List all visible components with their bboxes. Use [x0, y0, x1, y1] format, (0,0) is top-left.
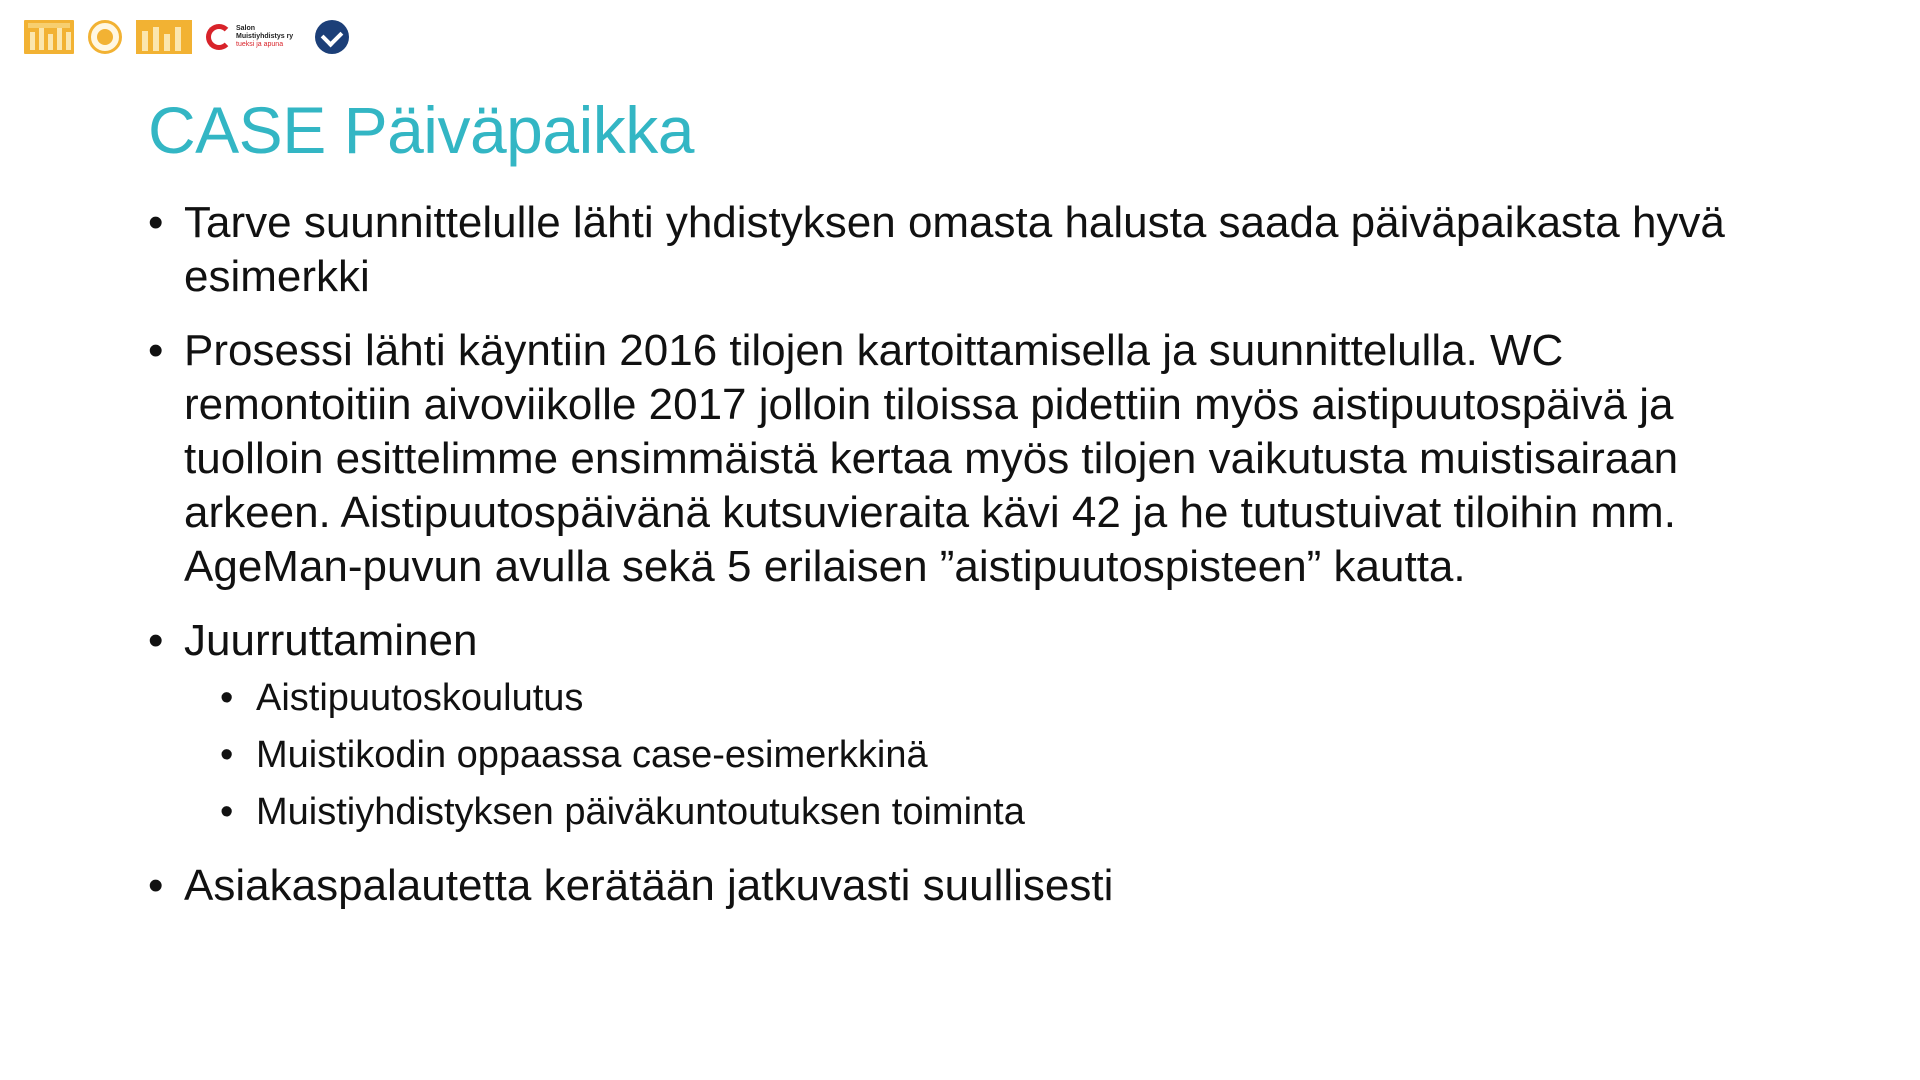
slide-title: CASE Päiväpaikka	[148, 93, 694, 167]
bullet-item: • Prosessi lähti käyntiin 2016 tilojen kartoittamisella ja suunnittelulla. WC remontoitiin aivoviikolle 2017 jolloin tiloissa pidettiin myös aistipuutospäivä ja tuolloin esittelimme ensimmäistä kertaa myös tilojen vaikutusta muistisairaan arkeen. Aistipuutospäivänä kutsuvieraita kävi 42 ja he tutustuivat tiloihin mm. AgeMan-puvun avulla sekä 5 erilaisen ”aistipuutospisteen” kautta.	[148, 324, 1788, 594]
city-skyline-logo-icon	[136, 20, 192, 54]
partner-logos	[24, 14, 349, 60]
salon-muistiyhdistys-logo	[206, 24, 293, 50]
slide-body	[148, 196, 1788, 933]
ministry-badge-logo-icon	[315, 20, 349, 54]
round-seal-logo-icon	[88, 20, 122, 54]
salon-mark-icon	[206, 24, 232, 50]
bullet-item: • Tarve suunnittelulle lähti yhdistyksen omasta halusta saada päiväpaikasta hyvä esimerkki	[148, 196, 1788, 304]
building-logo-icon	[24, 20, 74, 54]
sub-bullet-list	[220, 670, 1788, 841]
sub-bullet-item: • Aistipuutoskoulutus	[220, 670, 1788, 727]
salon-logo-tagline: tueksi ja apuna	[236, 41, 284, 48]
salon-logo-line2: Muistiyhdistys ry	[236, 33, 294, 40]
bullet-item: • Juurruttaminen	[148, 614, 1788, 668]
bullet-item: • Asiakaspalautetta kerätään jatkuvasti suullisesti	[148, 859, 1788, 913]
sub-bullet-item: • Muistikodin oppaassa case-esimerkkinä	[220, 727, 1788, 784]
sub-bullet-item: • Muistiyhdistyksen päiväkuntoutuksen toiminta	[220, 784, 1788, 841]
salon-logo-line1: Salon	[236, 25, 256, 32]
